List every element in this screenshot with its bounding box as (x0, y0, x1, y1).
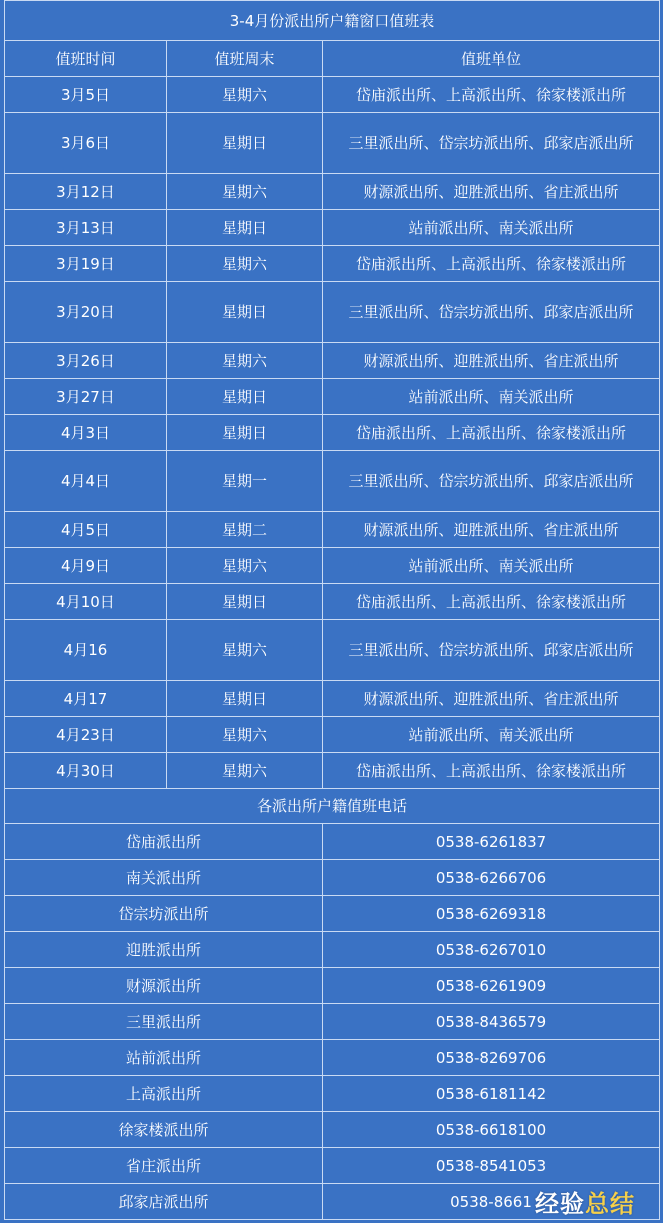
schedule-date: 4月30日 (5, 753, 167, 789)
schedule-day: 星期二 (167, 512, 323, 548)
station-phone: 0538-6269318 (323, 896, 660, 932)
station-name: 徐家楼派出所 (5, 1112, 323, 1148)
schedule-date: 3月5日 (5, 77, 167, 113)
schedule-date: 4月16 (5, 620, 167, 681)
schedule-row (5, 343, 660, 379)
schedule-day: 星期一 (167, 451, 323, 512)
schedule-day: 星期六 (167, 717, 323, 753)
phone-row (5, 1112, 660, 1148)
schedule-row (5, 717, 660, 753)
schedule-units: 三里派出所、岱宗坊派出所、邱家店派出所 (323, 620, 660, 681)
watermark-accent: 总结 (585, 1190, 635, 1218)
schedule-row (5, 77, 660, 113)
schedule-row (5, 246, 660, 282)
station-name: 岱庙派出所 (5, 824, 323, 860)
schedule-date: 3月12日 (5, 174, 167, 210)
schedule-row (5, 584, 660, 620)
schedule-day: 星期日 (167, 379, 323, 415)
schedule-day: 星期日 (167, 681, 323, 717)
schedule-row (5, 620, 660, 681)
station-phone: 0538-6261837 (323, 824, 660, 860)
phones-title-row (5, 789, 660, 824)
schedule-day: 星期六 (167, 548, 323, 584)
schedule-date: 3月6日 (5, 113, 167, 174)
schedule-row (5, 174, 660, 210)
schedule-row (5, 113, 660, 174)
schedule-units: 岱庙派出所、上高派出所、徐家楼派出所 (323, 77, 660, 113)
schedule-row (5, 379, 660, 415)
schedule-units: 岱庙派出所、上高派出所、徐家楼派出所 (323, 246, 660, 282)
schedule-units: 岱庙派出所、上高派出所、徐家楼派出所 (323, 753, 660, 789)
schedule-units: 财源派出所、迎胜派出所、省庄派出所 (323, 174, 660, 210)
schedule-units: 三里派出所、岱宗坊派出所、邱家店派出所 (323, 282, 660, 343)
schedule-date: 3月19日 (5, 246, 167, 282)
schedule-row (5, 282, 660, 343)
schedule-date: 4月3日 (5, 415, 167, 451)
schedule-units: 三里派出所、岱宗坊派出所、邱家店派出所 (323, 451, 660, 512)
station-name: 站前派出所 (5, 1040, 323, 1076)
schedule-day: 星期日 (167, 113, 323, 174)
schedule-units: 岱庙派出所、上高派出所、徐家楼派出所 (323, 415, 660, 451)
schedule-date: 3月20日 (5, 282, 167, 343)
schedule-date: 3月27日 (5, 379, 167, 415)
station-name: 上高派出所 (5, 1076, 323, 1112)
station-phone: 0538-6267010 (323, 932, 660, 968)
station-phone: 0538-6261909 (323, 968, 660, 1004)
schedule-date: 4月4日 (5, 451, 167, 512)
schedule-day: 星期日 (167, 210, 323, 246)
phone-row (5, 1040, 660, 1076)
header-day: 值班周末 (167, 41, 323, 77)
phones-title: 各派出所户籍值班电话 (5, 789, 660, 824)
schedule-day: 星期日 (167, 415, 323, 451)
header-units: 值班单位 (323, 41, 660, 77)
phone-row (5, 968, 660, 1004)
schedule-units: 站前派出所、南关派出所 (323, 717, 660, 753)
schedule-title: 3-4月份派出所户籍窗口值班表 (5, 1, 660, 41)
title-row (5, 1, 660, 41)
schedule-units: 财源派出所、迎胜派出所、省庄派出所 (323, 343, 660, 379)
phone-row (5, 860, 660, 896)
header-date: 值班时间 (5, 41, 167, 77)
schedule-row (5, 415, 660, 451)
duty-schedule-table (4, 0, 660, 1220)
schedule-units: 财源派出所、迎胜派出所、省庄派出所 (323, 512, 660, 548)
schedule-units: 岱庙派出所、上高派出所、徐家楼派出所 (323, 584, 660, 620)
schedule-row (5, 753, 660, 789)
watermark-main: 经验 (535, 1190, 585, 1218)
schedule-day: 星期六 (167, 246, 323, 282)
schedule-day: 星期六 (167, 620, 323, 681)
phone-row (5, 932, 660, 968)
schedule-date: 4月17 (5, 681, 167, 717)
schedule-units: 财源派出所、迎胜派出所、省庄派出所 (323, 681, 660, 717)
station-phone: 0538-6618100 (323, 1112, 660, 1148)
station-name: 岱宗坊派出所 (5, 896, 323, 932)
station-name: 财源派出所 (5, 968, 323, 1004)
phone-row (5, 824, 660, 860)
schedule-row (5, 681, 660, 717)
phone-row (5, 896, 660, 932)
schedule-row (5, 548, 660, 584)
station-name: 省庄派出所 (5, 1148, 323, 1184)
phone-row (5, 1076, 660, 1112)
schedule-units: 站前派出所、南关派出所 (323, 379, 660, 415)
station-phone: 0538-6266706 (323, 860, 660, 896)
watermark-logo (535, 1184, 635, 1219)
header-row (5, 41, 660, 77)
schedule-units: 站前派出所、南关派出所 (323, 548, 660, 584)
station-phone: 0538-8269706 (323, 1040, 660, 1076)
schedule-day: 星期六 (167, 174, 323, 210)
schedule-date: 4月9日 (5, 548, 167, 584)
phone-row (5, 1004, 660, 1040)
station-phone: 0538-8541053 (323, 1148, 660, 1184)
station-name: 三里派出所 (5, 1004, 323, 1040)
phone-row (5, 1148, 660, 1184)
station-phone: 0538-8661 (323, 1184, 660, 1220)
schedule-date: 3月13日 (5, 210, 167, 246)
schedule-units: 站前派出所、南关派出所 (323, 210, 660, 246)
schedule-row (5, 512, 660, 548)
station-name: 邱家店派出所 (5, 1184, 323, 1220)
station-phone: 0538-6181142 (323, 1076, 660, 1112)
schedule-day: 星期六 (167, 77, 323, 113)
schedule-day: 星期日 (167, 282, 323, 343)
schedule-date: 4月23日 (5, 717, 167, 753)
station-phone: 0538-8436579 (323, 1004, 660, 1040)
schedule-day: 星期六 (167, 753, 323, 789)
station-name: 迎胜派出所 (5, 932, 323, 968)
station-name: 南关派出所 (5, 860, 323, 896)
schedule-day: 星期六 (167, 343, 323, 379)
schedule-date: 4月10日 (5, 584, 167, 620)
schedule-units: 三里派出所、岱宗坊派出所、邱家店派出所 (323, 113, 660, 174)
schedule-date: 4月5日 (5, 512, 167, 548)
schedule-row (5, 210, 660, 246)
schedule-date: 3月26日 (5, 343, 167, 379)
schedule-day: 星期日 (167, 584, 323, 620)
schedule-row (5, 451, 660, 512)
